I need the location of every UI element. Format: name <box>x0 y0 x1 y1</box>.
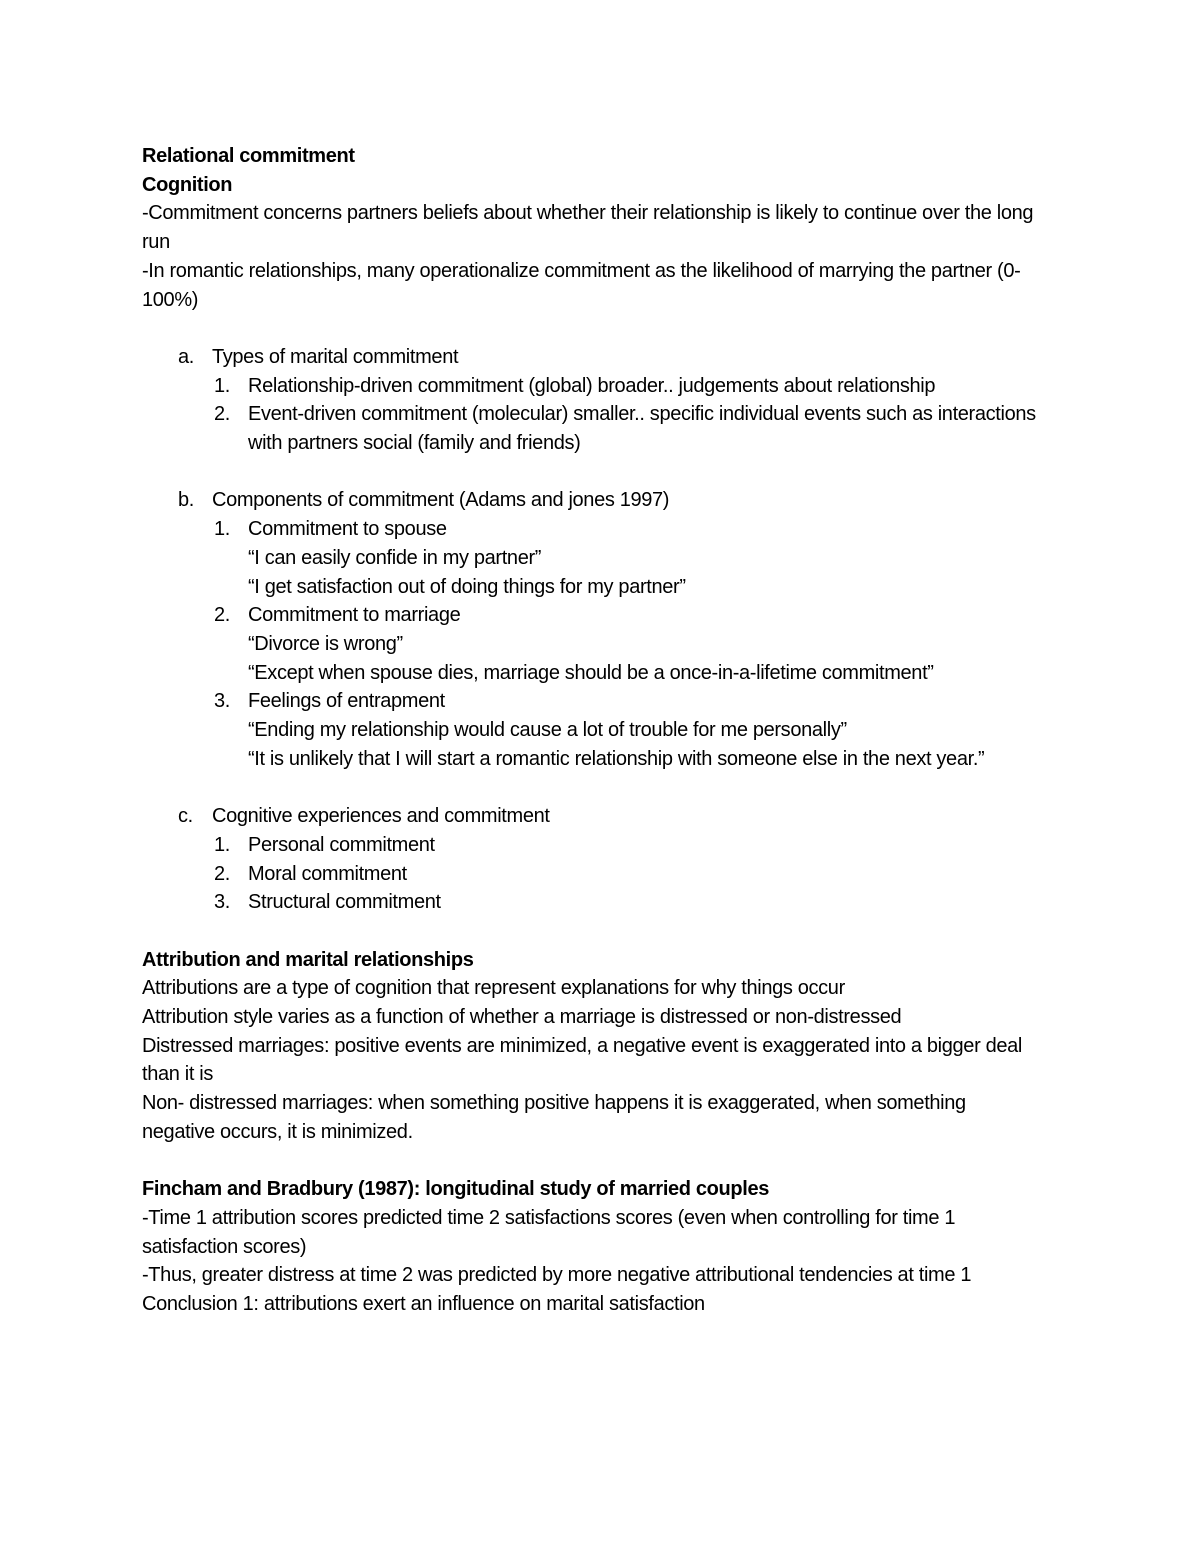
paragraph-attribution-line: Non- distressed marriages: when something positive happens it is exaggerated, when something negative occurs, it is minimized. <box>142 1092 966 1143</box>
paragraph-attribution-line: Attributions are a type of cognition that represent explanations for why things occur <box>142 977 845 1000</box>
sub-list-marker: 1. <box>214 518 230 541</box>
list-label: Types of marital commitment <box>212 345 459 368</box>
sub-list-text: Feelings of entrapment <box>248 690 445 713</box>
section-subtitle-cognition: Cognition <box>142 173 233 196</box>
sub-list-marker: 2. <box>214 862 230 885</box>
document-page <box>142 142 1052 1319</box>
quote-text: “Ending my relationship would cause a lot of trouble for me personally” <box>248 719 847 742</box>
sub-list-marker: 1. <box>214 833 230 856</box>
list-label: Cognitive experiences and commitment <box>212 805 550 828</box>
sub-list-text: Relationship-driven commitment (global) broader.. judgements about relationship <box>248 374 936 397</box>
spacer <box>142 1147 1052 1176</box>
paragraph-romantic-operationalize: -In romantic relationships, many operationalize commitment as the likelihood of marrying the partner (0-100%) <box>142 259 1021 311</box>
sub-list-item <box>214 687 1052 716</box>
section-title-fincham-bradbury: Fincham and Bradbury (1987): longitudinal study of married couples <box>142 1178 769 1201</box>
spacer <box>142 917 1052 946</box>
paragraph-attribution-line: Distressed marriages: positive events are minimized, a negative event is exaggerated into a bigger deal than it is <box>142 1034 1022 1086</box>
section-title-relational-commitment: Relational commitment <box>142 145 355 167</box>
sub-list-text: Moral commitment <box>248 862 407 885</box>
list-item-a <box>178 343 1052 372</box>
sub-list-text: Event-driven commitment (molecular) smaller.. specific individual events such as interactions with partners social (family and friends) <box>248 403 1036 455</box>
sub-list-marker: 2. <box>214 604 230 627</box>
list-marker: c. <box>178 805 193 828</box>
paragraph-attribution-line: Attribution style varies as a function of whether a marriage is distressed or non-distressed <box>142 1006 902 1029</box>
spacer <box>142 458 1052 487</box>
list-marker: b. <box>178 489 194 512</box>
section-title-attribution: Attribution and marital relationships <box>142 948 474 971</box>
list-label: Components of commitment (Adams and jones 1997) <box>212 489 670 512</box>
sub-list-text: Structural commitment <box>248 891 441 914</box>
sub-list-item <box>214 601 1052 630</box>
sub-list-marker: 1. <box>214 374 230 397</box>
paragraph-commitment-beliefs: -Commitment concerns partners beliefs about whether their relationship is likely to continue over the long run <box>142 202 1034 254</box>
list-cognitive-experiences <box>142 802 1052 917</box>
sub-list-item <box>214 888 1052 917</box>
sub-list-item <box>214 372 1052 401</box>
sub-list-marker: 3. <box>214 891 230 914</box>
sub-list-marker: 3. <box>214 690 230 713</box>
list-components-of-commitment <box>142 486 1052 773</box>
spacer <box>142 314 1052 343</box>
sub-list-item <box>214 515 1052 544</box>
paragraph-fincham-line: -Time 1 attribution scores predicted time 2 satisfactions scores (even when controlling for time 1 satisfaction scores) <box>142 1206 956 1258</box>
quote-text: “Divorce is wrong” <box>248 632 403 655</box>
sub-list-item <box>214 831 1052 860</box>
sub-list-marker: 2. <box>214 403 230 426</box>
list-types-of-marital-commitment <box>142 343 1052 458</box>
sub-list-text: Commitment to marriage <box>248 604 461 627</box>
paragraph-fincham-conclusion: Conclusion 1: attributions exert an influence on marital satisfaction <box>142 1293 705 1316</box>
sub-list-text: Commitment to spouse <box>248 518 447 541</box>
sub-list-item <box>214 860 1052 889</box>
quote-text: “It is unlikely that I will start a romantic relationship with someone else in the next year.” <box>248 747 985 770</box>
quote-text: “I get satisfaction out of doing things for my partner” <box>248 575 686 598</box>
list-item-c <box>178 802 1052 831</box>
quote-text: “Except when spouse dies, marriage should be a once-in-a-lifetime commitment” <box>248 661 934 684</box>
sub-list-text: Personal commitment <box>248 833 435 856</box>
list-item-b <box>178 486 1052 515</box>
sub-list-item <box>214 400 1052 457</box>
quote-text: “I can easily confide in my partner” <box>248 546 542 569</box>
paragraph-fincham-line: -Thus, greater distress at time 2 was predicted by more negative attributional tendencies at time 1 <box>142 1264 972 1287</box>
spacer <box>142 773 1052 802</box>
list-marker: a. <box>178 345 194 368</box>
